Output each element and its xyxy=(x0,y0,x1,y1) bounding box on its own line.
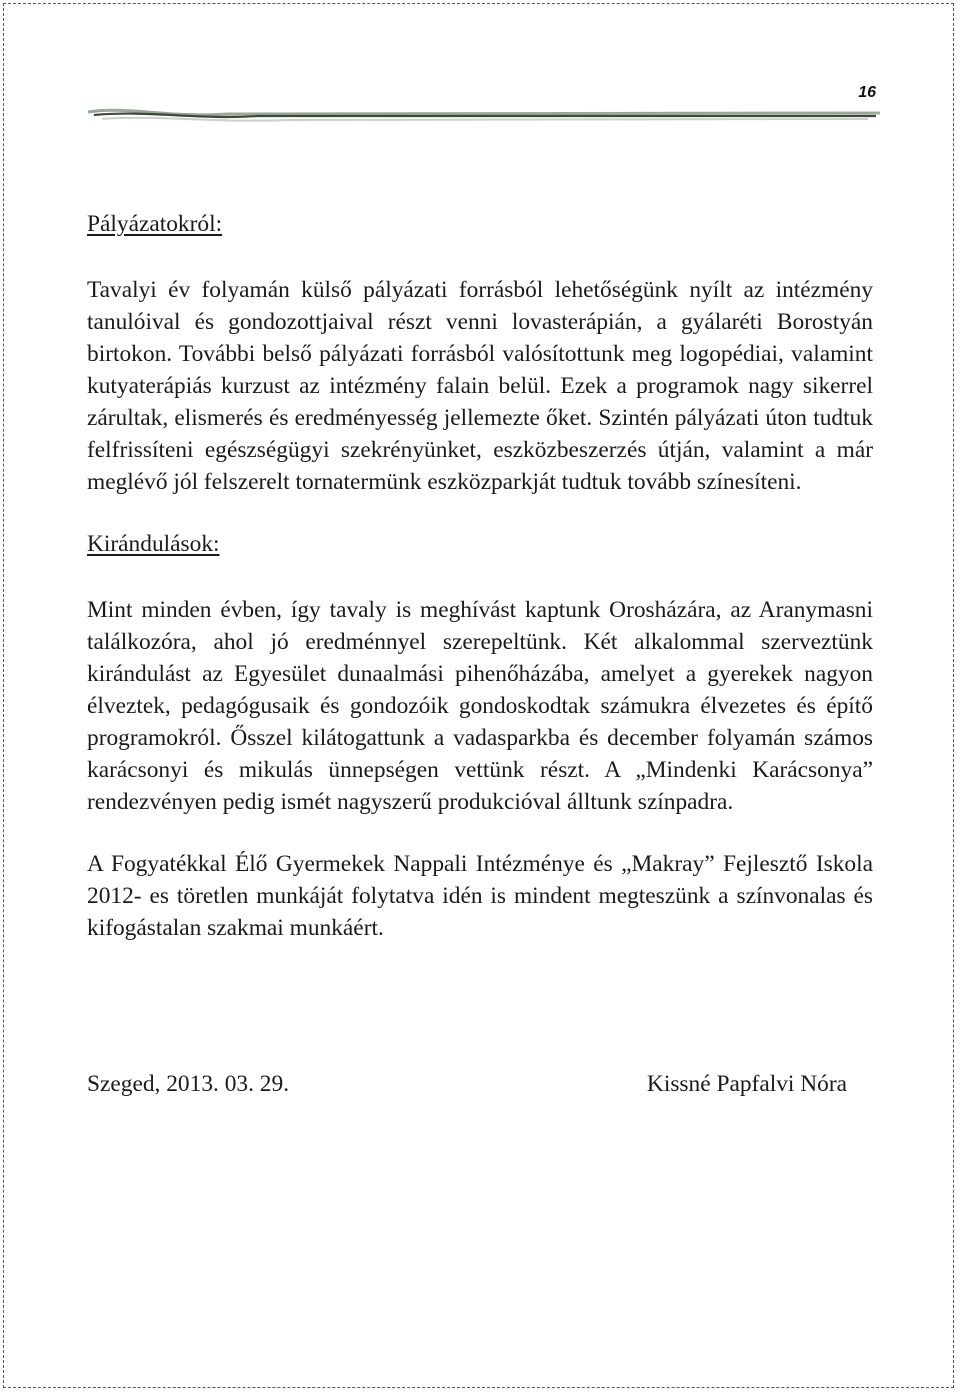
place-date: Szeged, 2013. 03. 29. xyxy=(87,1071,290,1097)
page-number: 16 xyxy=(858,84,876,101)
section-heading-kirandulasok: Kirándulások: xyxy=(87,531,220,557)
paragraph-closing: A Fogyatékkal Élő Gyermekek Nappali Intézménye és „Makray” Fejlesztő Iskola 2012- es töretlen munkáját folytatva idén is mindent megteszünk a színvonalas és kifogástalan szakmai munkáért. xyxy=(87,851,873,941)
document-body xyxy=(87,208,873,1100)
paragraph-kirandulasok: Mint minden évben, így tavaly is meghívást kaptunk Orosházára, az Aranymasni találkozóra, ahol jó eredménnyel szerepeltünk. Két alkalommal szerveztünk kirándulást az Egyesület dunaalmási pihenőházába, amelyet a gyerekek nagyon élveztek, pedagógusaik és gondozóik gondoskodtak számukra élvezetes és építő programokról. Ősszel kilátogattunk a vadasparkba és december folyamán számos karácsonyi és mikulás ünnepségen vettünk részt. A „Mindenki Karácsonya” rendezvényen pedig ismét nagyszerű produkcióval álltunk színpadra. xyxy=(87,597,873,815)
author-name: Kissné Papfalvi Nóra xyxy=(646,1071,847,1097)
paragraph-palyazatok: Tavalyi év folyamán külső pályázati forrásból lehetőségünk nyílt az intézmény tanulóival és gondozottjaival részt venni lovasterápián, a gyálaréti Borostyán birtokon. További belső pályázati forrásból valósítottunk meg logopédiai, valamint kutyaterápiás kurzust az intézmény falain belül. Ezek a programok nagy sikerrel zárultak, elismerés és eredményesség jellemezte őket. Szintén pályázati úton tudtuk felfrissíteni egészségügyi szekrényünket, eszközbeszerzés útján, valamint a már meglévő jól felszerelt tornatermünk eszközparkját tudtuk tovább színesíteni. xyxy=(87,277,873,495)
header-decorative-rule xyxy=(88,104,880,126)
signature-line xyxy=(87,1068,847,1100)
section-heading-palyazatok: Pályázatokról: xyxy=(87,211,223,237)
